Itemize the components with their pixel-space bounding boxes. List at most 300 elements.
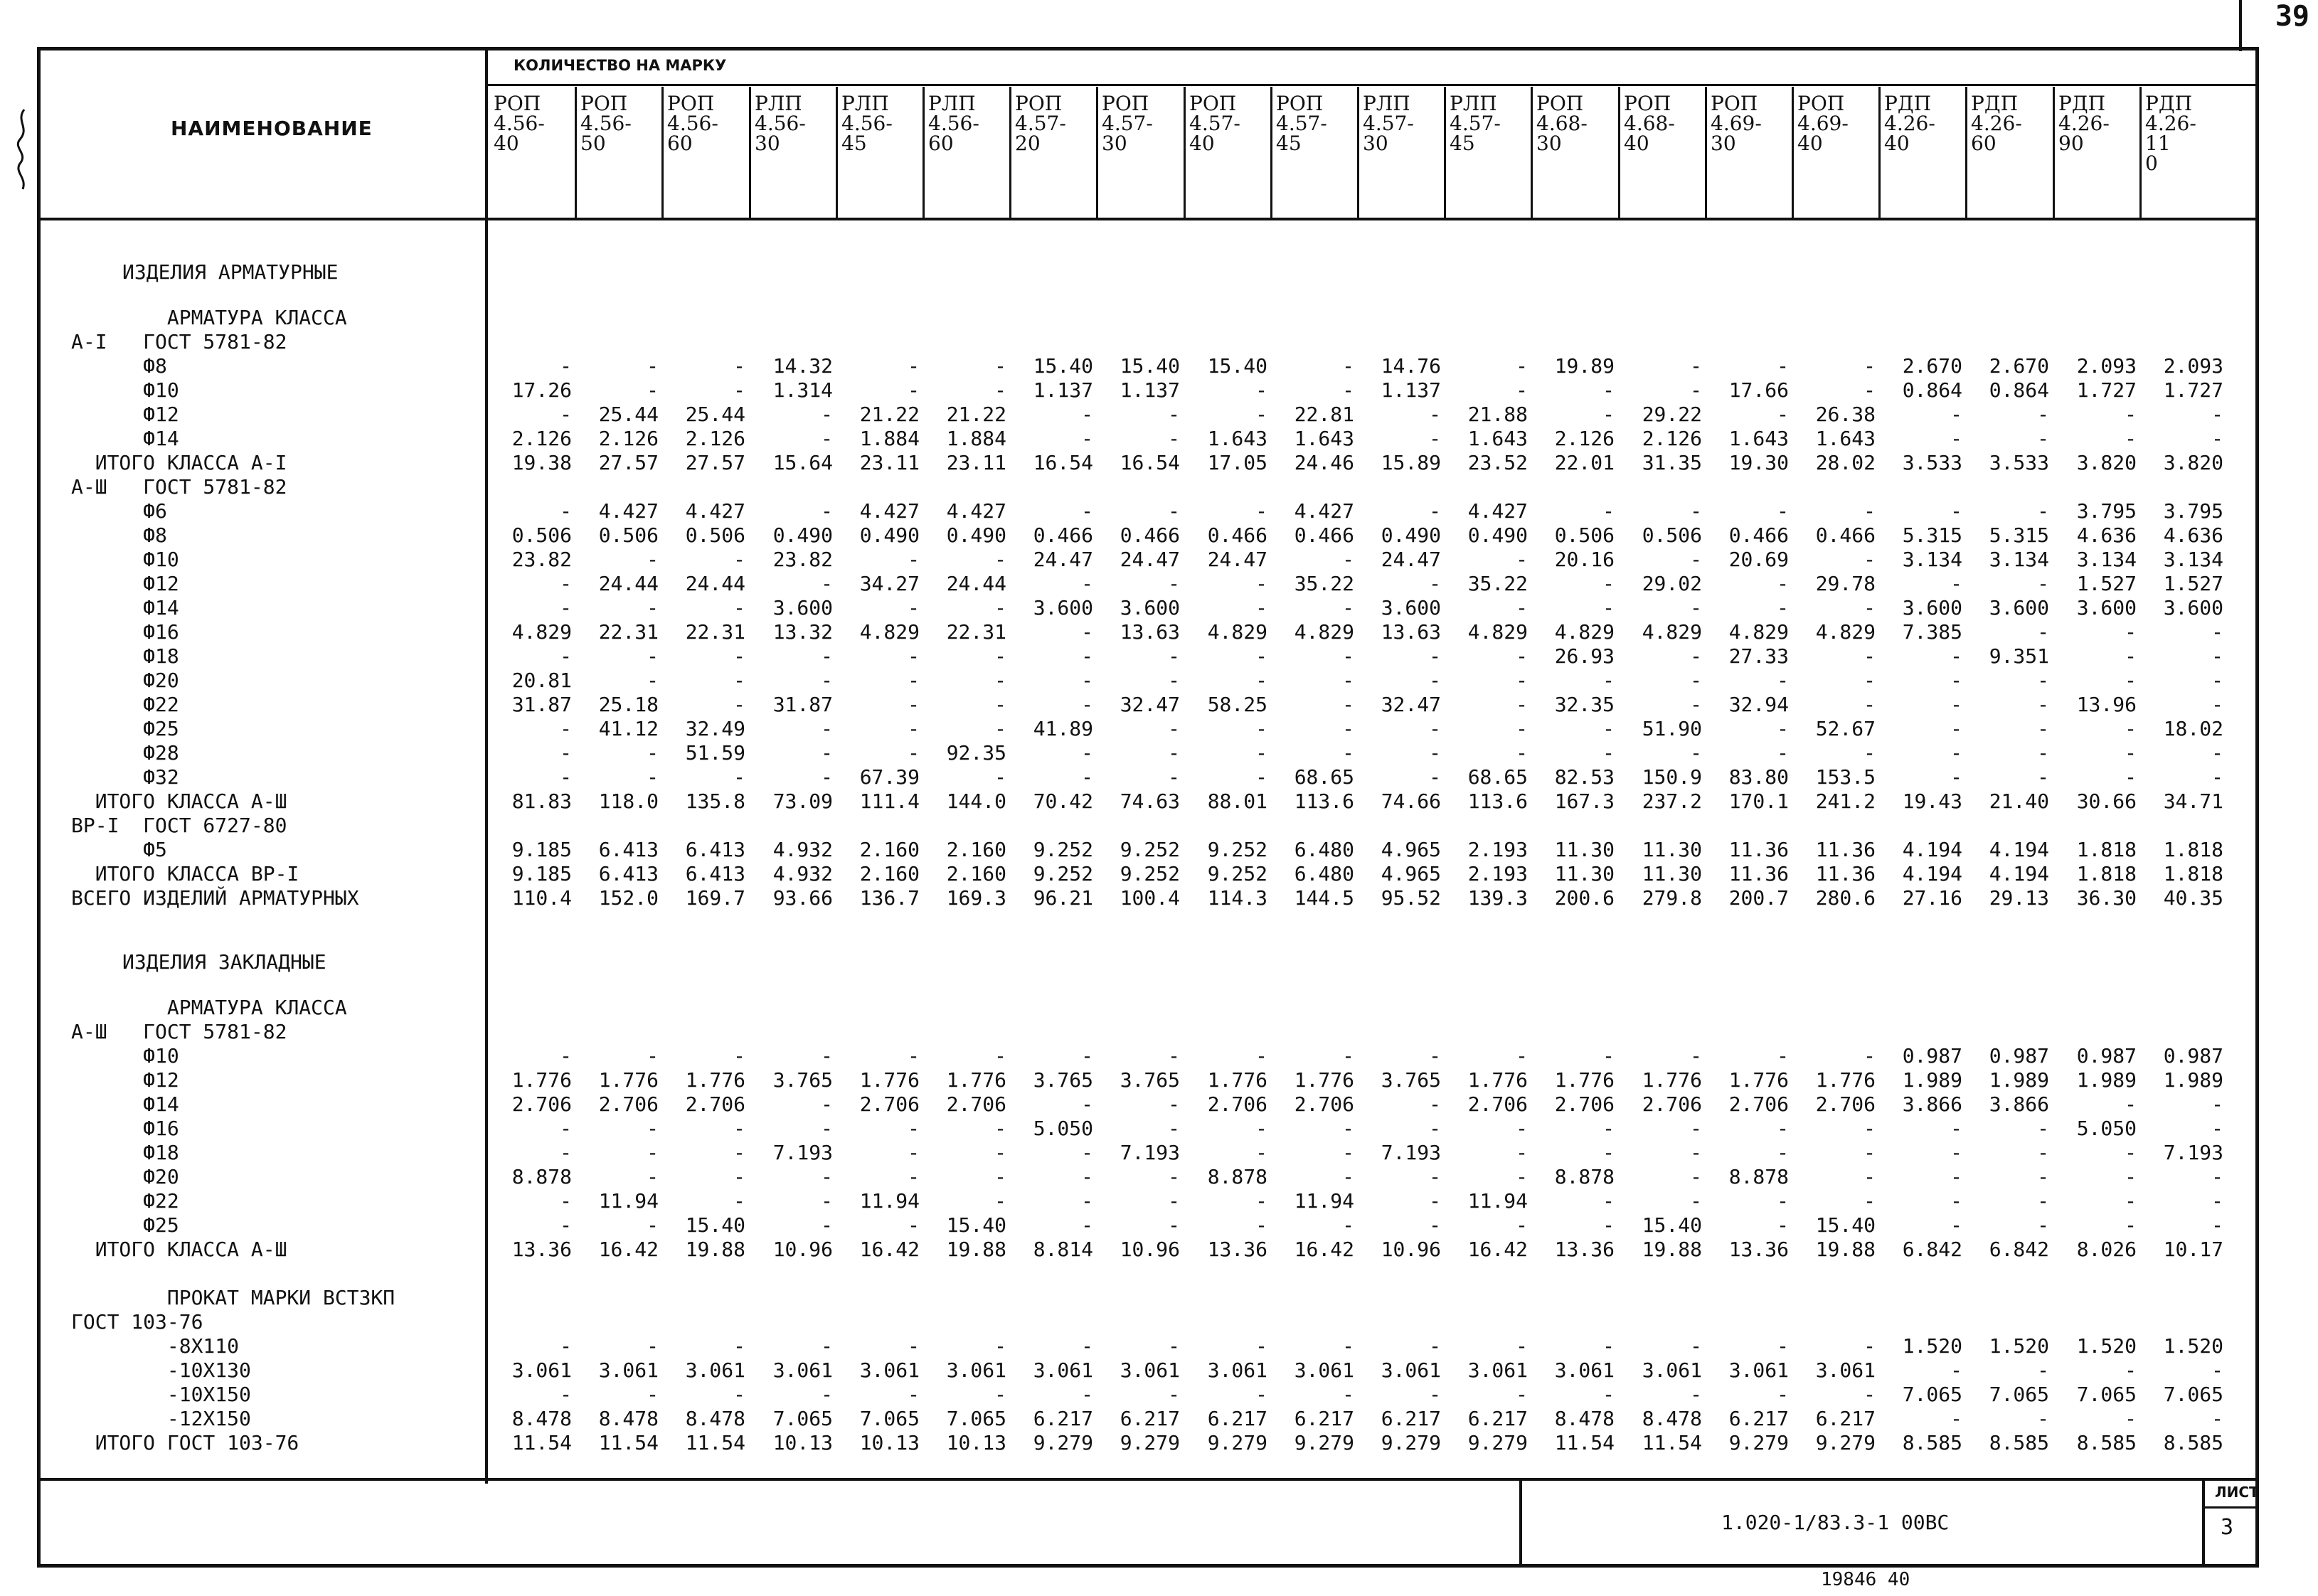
table-cell: 118.0 xyxy=(598,789,659,813)
table-cell: 135.8 xyxy=(685,789,745,813)
table-cell: - xyxy=(1516,1044,1528,1068)
table-cell: 6.217 xyxy=(1467,1407,1528,1430)
table-cell: 15.40 xyxy=(1120,354,1180,378)
table-cell: 1.727 xyxy=(2076,378,2137,402)
table-cell: 32.47 xyxy=(1381,693,1441,716)
table-cell: 68.65 xyxy=(1467,765,1528,789)
table-cell: - xyxy=(2037,427,2049,450)
table-cell: - xyxy=(1690,1117,1702,1140)
table-cell: - xyxy=(1602,741,1615,765)
row-label: Ф6 xyxy=(71,499,167,523)
table-cell: 14.76 xyxy=(1381,354,1441,378)
table-cell: 1.776 xyxy=(1815,1068,1876,1092)
table-cell: 3.061 xyxy=(1294,1358,1354,1382)
table-cell: - xyxy=(1342,378,1354,402)
table-cell: 17.66 xyxy=(1728,378,1789,402)
table-cell: 19.38 xyxy=(511,451,572,474)
table-cell: - xyxy=(1429,1213,1441,1237)
table-cell: - xyxy=(560,765,572,789)
table-cell: 32.47 xyxy=(1120,693,1180,716)
table-cell: - xyxy=(1342,1141,1354,1164)
row-label: Ф12 xyxy=(71,572,179,595)
table-cell: - xyxy=(1342,1383,1354,1406)
table-cell: - xyxy=(560,1383,572,1406)
table-cell: - xyxy=(647,1165,659,1188)
table-cell: 3.600 xyxy=(1120,596,1180,619)
row-label: ИТОГО КЛАССА А-Ш xyxy=(71,789,287,813)
column-header-line: 0 xyxy=(2145,151,2158,174)
table-cell: - xyxy=(1602,378,1615,402)
column-header xyxy=(928,94,1014,154)
table-cell: - xyxy=(1864,1044,1876,1068)
table-cell: 27.57 xyxy=(685,451,745,474)
table-cell: 8.585 xyxy=(2076,1431,2137,1454)
table-cell: 2.160 xyxy=(859,838,920,861)
table-cell: - xyxy=(1168,572,1180,595)
table-cell: - xyxy=(1950,1358,1962,1382)
table-cell: 4.636 xyxy=(2163,523,2223,547)
table-cell: - xyxy=(1777,354,1789,378)
table-cell: - xyxy=(1081,741,1093,765)
table-cell: - xyxy=(1342,1044,1354,1068)
table-cell: 24.47 xyxy=(1033,548,1093,571)
table-cell: - xyxy=(1777,1334,1789,1358)
table-cell: 8.585 xyxy=(2163,1431,2223,1454)
table-cell: - xyxy=(1777,596,1789,619)
table-cell: 6.217 xyxy=(1815,1407,1876,1430)
table-cell: 34.27 xyxy=(859,572,920,595)
table-cell: - xyxy=(1081,427,1093,450)
column-header-line: 4.68- xyxy=(1536,112,1588,135)
table-cell: 2.193 xyxy=(1467,862,1528,885)
table-cell: - xyxy=(1342,548,1354,571)
row-label: ВР-I ГОСТ 6727-80 xyxy=(71,814,287,837)
table-cell: 1.520 xyxy=(1989,1334,2049,1358)
table-cell: 13.32 xyxy=(772,620,833,644)
table-cell: 4.829 xyxy=(1554,620,1615,644)
table-cell: 16.54 xyxy=(1033,451,1093,474)
table-cell: 7.065 xyxy=(2076,1383,2137,1406)
table-cell: 13.63 xyxy=(1120,620,1180,644)
table-cell: - xyxy=(647,741,659,765)
table-cell: 1.776 xyxy=(1207,1068,1267,1092)
table-cell: 3.866 xyxy=(1902,1092,1962,1116)
table-cell: 1.989 xyxy=(2076,1068,2137,1092)
column-header-line: 60 xyxy=(928,132,954,154)
table-cell: 1.727 xyxy=(2163,378,2223,402)
column-header-line: 4.56- xyxy=(755,112,806,135)
column-header-line: РОП xyxy=(1102,94,1149,115)
table-cell: 2.093 xyxy=(2163,354,2223,378)
table-cell: - xyxy=(733,354,745,378)
table-cell: 170.1 xyxy=(1728,789,1789,813)
table-cell: - xyxy=(1168,403,1180,426)
table-cell: - xyxy=(821,403,833,426)
table-cell: - xyxy=(1950,1165,1962,1188)
column-header-line: 30 xyxy=(755,132,780,154)
table-cell: 1.520 xyxy=(2076,1334,2137,1358)
table-cell: 200.6 xyxy=(1554,886,1615,910)
table-cell: 3.795 xyxy=(2163,499,2223,523)
table-cell: - xyxy=(1168,669,1180,692)
table-cell: - xyxy=(908,1213,920,1237)
table-cell: - xyxy=(1602,669,1615,692)
table-cell: 1.527 xyxy=(2076,572,2137,595)
table-cell: - xyxy=(2037,1189,2049,1213)
table-cell: 11.30 xyxy=(1554,838,1615,861)
table-cell: - xyxy=(1602,1141,1615,1164)
table-cell: 25.18 xyxy=(598,693,659,716)
table-cell: 4.427 xyxy=(1294,499,1354,523)
table-cell: 11.36 xyxy=(1815,862,1876,885)
table-cell: 29.78 xyxy=(1815,572,1876,595)
table-cell: - xyxy=(908,378,920,402)
table-cell: - xyxy=(560,1213,572,1237)
table-cell: 6.413 xyxy=(598,838,659,861)
table-cell: - xyxy=(821,1165,833,1188)
table-cell: 2.193 xyxy=(1467,838,1528,861)
table-cell: 1.137 xyxy=(1120,378,1180,402)
table-cell: 15.40 xyxy=(946,1213,1006,1237)
table-cell: 3.061 xyxy=(1642,1358,1702,1382)
table-cell: - xyxy=(1777,1044,1789,1068)
table-cell: 0.466 xyxy=(1815,523,1876,547)
table-cell: - xyxy=(1602,1334,1615,1358)
table-cell: 23.11 xyxy=(946,451,1006,474)
row-label: ВСЕГО ИЗДЕЛИЙ АРМАТУРНЫХ xyxy=(71,886,359,910)
table-cell: 0.466 xyxy=(1033,523,1093,547)
table-cell: - xyxy=(1255,1141,1267,1164)
table-cell: 9.252 xyxy=(1033,862,1093,885)
row-label: Ф22 xyxy=(71,693,179,716)
table-cell: 5.050 xyxy=(2076,1117,2137,1140)
table-cell: - xyxy=(2211,1358,2223,1382)
table-cell: 11.54 xyxy=(685,1431,745,1454)
table-cell: 24.47 xyxy=(1207,548,1267,571)
table-cell: - xyxy=(647,644,659,668)
column-header-line: РЛП xyxy=(1363,94,1410,115)
table-cell: 3.134 xyxy=(2076,548,2137,571)
column-header xyxy=(1450,94,1535,154)
table-cell: 22.01 xyxy=(1554,451,1615,474)
row-label: ИТОГО ГОСТ 103-76 xyxy=(71,1431,299,1454)
table-cell: - xyxy=(821,669,833,692)
table-cell: - xyxy=(2125,1092,2137,1116)
row-label: АРМАТУРА КЛАССА xyxy=(71,306,347,329)
table-cell: 22.31 xyxy=(685,620,745,644)
table-cell: - xyxy=(1690,1165,1702,1188)
table-cell: 4.427 xyxy=(598,499,659,523)
column-header-line: РОП xyxy=(1536,94,1584,115)
table-cell: - xyxy=(908,741,920,765)
table-cell: 3.061 xyxy=(772,1358,833,1382)
table-cell: - xyxy=(1777,1383,1789,1406)
table-cell: 200.7 xyxy=(1728,886,1789,910)
table-cell: 1.643 xyxy=(1815,427,1876,450)
table-cell: - xyxy=(1690,499,1702,523)
table-cell: 3.134 xyxy=(1989,548,2049,571)
table-cell: - xyxy=(1168,1044,1180,1068)
table-cell: - xyxy=(1081,644,1093,668)
table-cell: 3.134 xyxy=(2163,548,2223,571)
sheet-label: ЛИСТ xyxy=(2215,1484,2259,1501)
table-cell: 4.932 xyxy=(772,862,833,885)
sheet-corner-number: 39 xyxy=(2275,0,2309,33)
table-cell: - xyxy=(821,644,833,668)
row-label: Ф25 xyxy=(71,717,179,740)
table-cell: - xyxy=(1777,1141,1789,1164)
table-cell: 23.82 xyxy=(511,548,572,571)
table-cell: 7.065 xyxy=(2163,1383,2223,1406)
table-cell: 22.31 xyxy=(946,620,1006,644)
table-cell: 7.065 xyxy=(1989,1383,2049,1406)
table-cell: 1.776 xyxy=(685,1068,745,1092)
column-header xyxy=(1711,94,1796,154)
table-cell: 4.194 xyxy=(1902,838,1962,861)
table-cell: - xyxy=(908,693,920,716)
table-cell: 6.217 xyxy=(1207,1407,1267,1430)
column-header-line: РЛП xyxy=(841,94,889,115)
table-cell: 14.32 xyxy=(772,354,833,378)
table-cell: 20.81 xyxy=(511,669,572,692)
table-cell: 4.829 xyxy=(1642,620,1702,644)
table-cell: - xyxy=(1255,1117,1267,1140)
column-header-line: 45 xyxy=(1450,132,1475,154)
table-cell: - xyxy=(2125,1141,2137,1164)
table-cell: - xyxy=(994,644,1006,668)
table-cell: - xyxy=(560,403,572,426)
table-cell: - xyxy=(1516,644,1528,668)
table-cell: - xyxy=(1255,644,1267,668)
table-cell: 280.6 xyxy=(1815,886,1876,910)
table-cell: 8.478 xyxy=(598,1407,659,1430)
table-cell: 1.520 xyxy=(2163,1334,2223,1358)
table-cell: - xyxy=(1255,1213,1267,1237)
table-cell: 2.706 xyxy=(598,1092,659,1116)
row-label: Ф12 xyxy=(71,403,179,426)
table-cell: - xyxy=(821,1213,833,1237)
table-cell: - xyxy=(1168,644,1180,668)
table-cell: - xyxy=(1950,717,1962,740)
table-cell: - xyxy=(2125,620,2137,644)
table-cell: 1.643 xyxy=(1728,427,1789,450)
table-cell: 1.314 xyxy=(772,378,833,402)
column-header-line: 4.57- xyxy=(1189,112,1240,135)
table-cell: 13.36 xyxy=(1728,1238,1789,1261)
table-cell: 27.57 xyxy=(598,451,659,474)
column-header xyxy=(1624,94,1709,154)
row-label: А-Ш ГОСТ 5781-82 xyxy=(71,475,287,499)
sheet-box-divider xyxy=(2202,1478,2205,1568)
table-cell: - xyxy=(1690,354,1702,378)
table-cell: - xyxy=(1777,669,1789,692)
table-cell: 7.193 xyxy=(772,1141,833,1164)
table-cell: 24.44 xyxy=(598,572,659,595)
table-cell: 1.643 xyxy=(1467,427,1528,450)
table-cell: 2.706 xyxy=(1728,1092,1789,1116)
column-header-line: РДП xyxy=(1971,94,2019,115)
column-header-line: 4.57- xyxy=(1276,112,1327,135)
table-cell: - xyxy=(994,669,1006,692)
row-label: Ф20 xyxy=(71,1165,179,1188)
column-header xyxy=(1102,94,1187,154)
table-cell: - xyxy=(1168,741,1180,765)
table-cell: 2.706 xyxy=(946,1092,1006,1116)
table-cell: 2.706 xyxy=(511,1092,572,1116)
table-cell: - xyxy=(1255,378,1267,402)
table-cell: - xyxy=(908,548,920,571)
table-cell: - xyxy=(1602,1189,1615,1213)
table-cell: - xyxy=(1777,1213,1789,1237)
table-cell: - xyxy=(1602,1117,1615,1140)
table-cell: 16.42 xyxy=(598,1238,659,1261)
table-cell: 21.88 xyxy=(1467,403,1528,426)
table-cell: - xyxy=(1864,499,1876,523)
column-header xyxy=(1884,94,1969,154)
table-cell: 1.776 xyxy=(1467,1068,1528,1092)
table-cell: - xyxy=(2125,1407,2137,1430)
table-cell: - xyxy=(1602,1383,1615,1406)
table-cell: 15.40 xyxy=(1207,354,1267,378)
table-cell: 17.05 xyxy=(1207,451,1267,474)
table-cell: 2.160 xyxy=(946,838,1006,861)
table-cell: - xyxy=(560,1044,572,1068)
qty-header-line xyxy=(485,84,2259,86)
table-cell: 16.54 xyxy=(1120,451,1180,474)
table-cell: 9.279 xyxy=(1381,1431,1441,1454)
column-header-line: 40 xyxy=(494,132,519,154)
table-cell: - xyxy=(2037,1407,2049,1430)
table-cell: 3.061 xyxy=(859,1358,920,1382)
table-cell: 30.66 xyxy=(2076,789,2137,813)
table-cell: 144.5 xyxy=(1294,886,1354,910)
table-cell: 0.466 xyxy=(1120,523,1180,547)
table-cell: 16.42 xyxy=(1467,1238,1528,1261)
table-cell: 5.050 xyxy=(1033,1117,1093,1140)
table-cell: 3.600 xyxy=(1381,596,1441,619)
table-cell: - xyxy=(560,644,572,668)
table-cell: 8.814 xyxy=(1033,1238,1093,1261)
table-cell: - xyxy=(1516,354,1528,378)
table-cell: - xyxy=(1342,644,1354,668)
table-cell: 21.40 xyxy=(1989,789,2049,813)
table-cell: 11.30 xyxy=(1642,838,1702,861)
table-cell: - xyxy=(733,1334,745,1358)
table-cell: 23.82 xyxy=(772,548,833,571)
table-cell: 9.279 xyxy=(1120,1431,1180,1454)
table-cell: 0.864 xyxy=(1989,378,2049,402)
table-cell: 81.83 xyxy=(511,789,572,813)
table-cell: 1.527 xyxy=(2163,572,2223,595)
column-header-line: 30 xyxy=(1711,132,1736,154)
column-header xyxy=(1363,94,1448,154)
table-cell: - xyxy=(1950,1189,1962,1213)
table-cell: 0.490 xyxy=(1467,523,1528,547)
column-header xyxy=(580,94,666,154)
column-header-line: 4.56- xyxy=(928,112,979,135)
table-cell: - xyxy=(2037,741,2049,765)
table-cell: - xyxy=(1255,572,1267,595)
table-cell: 3.765 xyxy=(1120,1068,1180,1092)
table-cell: - xyxy=(1864,644,1876,668)
table-cell: 11.54 xyxy=(1554,1431,1615,1454)
table-cell: - xyxy=(908,1383,920,1406)
table-cell: 4.932 xyxy=(772,838,833,861)
table-cell: - xyxy=(2037,403,2049,426)
table-cell: 19.30 xyxy=(1728,451,1789,474)
table-cell: - xyxy=(2037,499,2049,523)
table-cell: - xyxy=(1516,548,1528,571)
table-cell: - xyxy=(1950,1141,1962,1164)
table-cell: - xyxy=(994,596,1006,619)
table-cell: 29.02 xyxy=(1642,572,1702,595)
table-cell: - xyxy=(1255,741,1267,765)
table-cell: 0.506 xyxy=(1642,523,1702,547)
table-cell: - xyxy=(647,354,659,378)
table-cell: - xyxy=(994,354,1006,378)
table-cell: - xyxy=(560,717,572,740)
table-cell: - xyxy=(2125,1358,2137,1382)
table-cell: - xyxy=(1081,1044,1093,1068)
table-cell: 15.40 xyxy=(1642,1213,1702,1237)
table-cell: - xyxy=(560,1141,572,1164)
table-cell: 7.385 xyxy=(1902,620,1962,644)
row-label: Ф5 xyxy=(71,838,167,861)
column-header-line: РОП xyxy=(1797,94,1845,115)
table-cell: - xyxy=(1777,1117,1789,1140)
table-cell: - xyxy=(2125,1165,2137,1188)
table-cell: 29.22 xyxy=(1642,403,1702,426)
table-cell: 4.829 xyxy=(511,620,572,644)
table-cell: - xyxy=(1342,354,1354,378)
table-cell: 6.217 xyxy=(1381,1407,1441,1430)
table-cell: - xyxy=(647,378,659,402)
row-label: Ф14 xyxy=(71,596,179,619)
table-cell: - xyxy=(1081,693,1093,716)
table-cell: 6.842 xyxy=(1902,1238,1962,1261)
table-cell: 4.427 xyxy=(859,499,920,523)
table-cell: - xyxy=(1429,1044,1441,1068)
table-cell: 1.520 xyxy=(1902,1334,1962,1358)
table-cell: 1.989 xyxy=(1902,1068,1962,1092)
table-cell: 9.279 xyxy=(1815,1431,1876,1454)
table-cell: 11.54 xyxy=(598,1431,659,1454)
table-cell: 20.69 xyxy=(1728,548,1789,571)
row-label: Ф18 xyxy=(71,644,179,668)
table-cell: - xyxy=(1255,1189,1267,1213)
table-cell: - xyxy=(647,669,659,692)
table-cell: 4.829 xyxy=(1294,620,1354,644)
table-cell: 11.36 xyxy=(1728,862,1789,885)
table-cell: 3.061 xyxy=(1033,1358,1093,1382)
table-cell: 11.94 xyxy=(1294,1189,1354,1213)
table-cell: - xyxy=(821,572,833,595)
row-label: -10Х150 xyxy=(71,1383,251,1406)
table-cell: - xyxy=(2037,572,2049,595)
table-cell: - xyxy=(2125,765,2137,789)
section2-title: ИЗДЕЛИЯ ЗАКЛАДНЫЕ xyxy=(122,950,326,974)
table-cell: 95.52 xyxy=(1381,886,1441,910)
table-cell: - xyxy=(733,1189,745,1213)
table-cell: 6.413 xyxy=(598,862,659,885)
table-cell: 1.818 xyxy=(2076,838,2137,861)
row-label: Ф14 xyxy=(71,1092,179,1116)
table-cell: - xyxy=(560,596,572,619)
column-header-line: 60 xyxy=(1971,132,1997,154)
row-label: Ф32 xyxy=(71,765,179,789)
table-cell: - xyxy=(1864,1334,1876,1358)
table-cell: 3.600 xyxy=(772,596,833,619)
